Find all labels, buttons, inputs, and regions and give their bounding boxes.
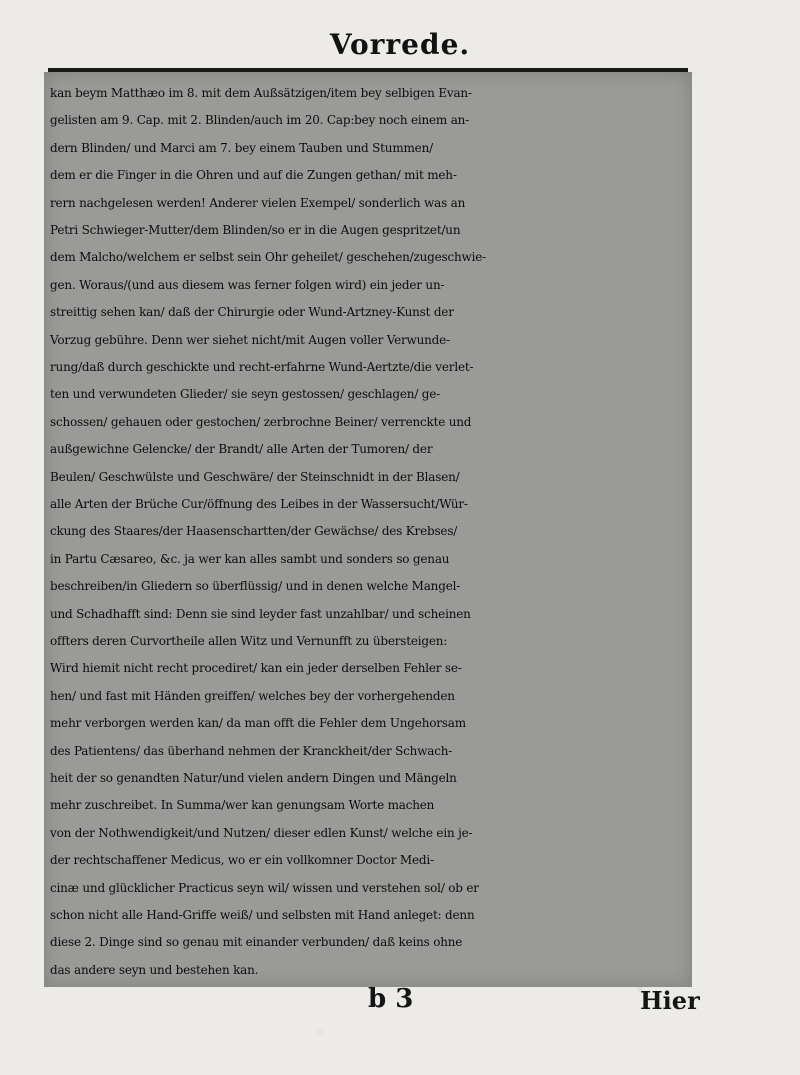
text-line: mehr zuschreibet. In Summa/wer kan genungsam Worte machen [50,798,435,813]
text-line: schon nicht alle Hand-Griffe weiß/ und selbsten mit Hand anleget: denn [50,908,475,922]
text-line: Wird hiemit nicht recht procediret/ kan ein jeder derselben Fehler se- [50,661,462,676]
catchword: Hier [640,986,700,1015]
text-line: rung/daß durch geschickte und recht-erfahrne Wund-Aertzte/die verlet- [50,360,474,374]
text-line: Vorzug gebühre. Denn wer siehet nicht/mit Augen voller Verwunde- [50,332,450,347]
text-line: in Partu Cæsareo, &c. ja wer kan alles sambt und sonders so genau [50,551,450,566]
text-line: cinæ und glücklicher Practicus seyn wil/ wissen und verstehen sol/ ob er [50,880,479,895]
body-text-block [44,72,692,987]
text-line: ckung des Staares/der Haasenschartten/der Gewächse/ des Krebses/ [50,524,458,539]
text-line: dem er die Finger in die Ohren und auf die Zungen gethan/ mit meh- [50,168,457,183]
text-line: rern nachgelesen werden! Anderer vielen Exempel/ sonderlich was an [50,195,466,210]
text-line: heit der so genandten Natur/und vielen andern Dingen und Mängeln [50,771,457,785]
text-line: Beulen/ Geschwülste und Geschwäre/ der Steinschnidt in der Blasen/ [50,469,460,484]
text-line: alle Arten der Brüche Cur/öffnung des Leibes in der Wassersucht/Wür- [50,497,468,511]
text-line: ten und verwundeten Glieder/ sie seyn gestossen/ geschlagen/ ge- [50,387,441,402]
text-line: des Patientens/ das überhand nehmen der Kranckheit/der Schwach- [50,743,453,758]
signature-mark: b 3 [368,984,414,1014]
text-line: offters deren Curvortheile allen Witz und Vernunfft zu übersteigen: [50,634,448,648]
text-line: dern Blinden/ und Marci am 7. bey einem Tauben und Stummen/ [50,140,433,155]
text-line: beschreiben/in Gliedern so überflüssig/ und in denen welche Mangel- [50,579,461,594]
text-line: hen/ und fast mit Händen greiffen/ welches bey der vorhergehenden [50,688,455,703]
text-line: dem Malcho/welchem er selbst sein Ohr geheilet/ geschehen/zugeschwie- [50,250,486,265]
text-line: gelisten am 9. Cap. mit 2. Blinden/auch im 20. Cap:bey noch einem an- [50,113,470,128]
page-title: Vorrede. [329,28,471,61]
text-line: von der Nothwendigkeit/und Nutzen/ dieser edlen Kunst/ welche ein je- [50,825,473,840]
text-line: gen. Woraus/(und aus diesem was ferner folgen wird) ein jeder un- [50,277,445,292]
text-line: Petri Schwieger-Mutter/dem Blinden/so er in die Augen gespritzet/un [50,223,461,237]
text-line: der rechtschaffener Medicus, wo er ein vollkomner Doctor Medi- [50,853,434,868]
text-line: das andere seyn und bestehen kan. [50,962,259,977]
text-line: und Schadhafft sind: Denn sie sind leyder fast unzahlbar/ und scheinen [50,606,471,621]
text-line: außgewichne Gelencke/ der Brandt/ alle Arten der Tumoren/ der [50,442,433,457]
text-line: mehr verborgen werden kan/ da man offt die Fehler dem Ungehorsam [50,716,466,731]
text-line: diese 2. Dinge sind so genau mit einander verbunden/ daß keins ohne [50,935,463,950]
text-line: streittig sehen kan/ daß der Chirurgie oder Wund-Artzney-Kunst der [50,305,454,320]
text-line: schossen/ gehauen oder gestochen/ zerbrochne Beiner/ verrenckte und [50,414,472,429]
text-line: kan beym Matthæo im 8. mit dem Außsätzigen/item bey selbigen Evan- [50,86,472,100]
